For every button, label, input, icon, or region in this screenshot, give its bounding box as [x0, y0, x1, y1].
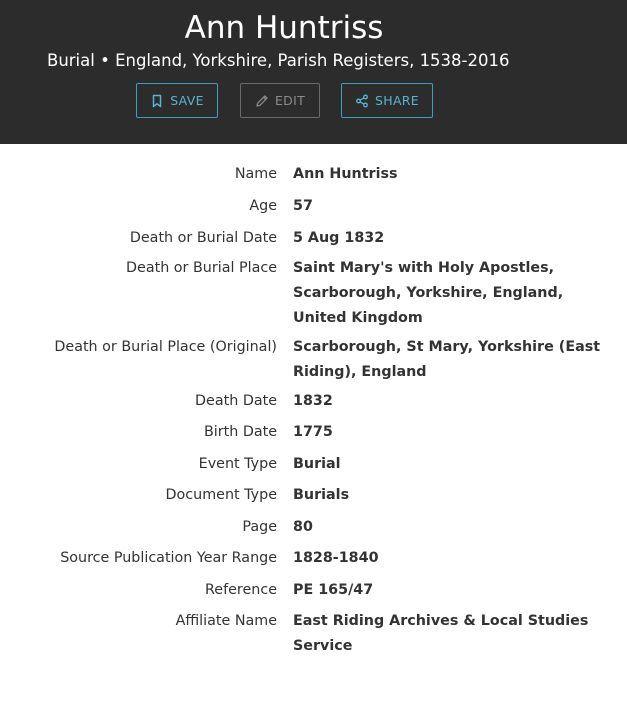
field-value: Ann Huntriss [293, 166, 398, 182]
share-button[interactable] [341, 83, 433, 118]
field-label: Death or Burial Place [126, 260, 277, 276]
field-label: Reference [205, 582, 277, 598]
edit-label: EDIT [274, 93, 306, 108]
pencil-icon [255, 94, 269, 108]
field-value: Scarborough, St Mary, Yorkshire (East Riding), England [293, 339, 601, 380]
field-value: 1832 [293, 393, 333, 409]
field-value: 1775 [293, 424, 333, 440]
field-label: Death or Burial Date [129, 230, 277, 246]
edit-button[interactable] [240, 83, 320, 118]
field-label: Death Date [195, 393, 277, 409]
field-value: 80 [293, 519, 313, 535]
field-label: Affiliate Name [175, 613, 277, 629]
field-value: Saint Mary's with Holy Apostles, Scarborough, Yorkshire, England, United Kingdom [293, 260, 564, 326]
field-value: Burials [293, 487, 350, 503]
field-value: 57 [293, 198, 313, 214]
field-value: PE 165/47 [293, 582, 374, 598]
field-label: Age [249, 198, 277, 214]
field-value: 1828-1840 [293, 550, 379, 566]
record-subtitle: Burial • England, Yorkshire, Parish Registers, 1538-2016 [47, 51, 510, 70]
field-label: Death or Burial Place (Original) [54, 339, 277, 355]
field-value: East Riding Archives & Local Studies Service [293, 613, 589, 654]
bookmark-icon [150, 94, 164, 108]
save-button[interactable] [136, 83, 218, 118]
field-label: Document Type [165, 487, 277, 503]
record-header [0, 0, 627, 144]
field-label: Birth Date [203, 424, 277, 440]
save-label: SAVE [170, 93, 204, 108]
field-value: Burial [293, 456, 341, 472]
record-title: Ann Huntriss [184, 10, 384, 46]
field-value: 5 Aug 1832 [293, 230, 385, 246]
field-label: Source Publication Year Range [60, 550, 277, 566]
field-label: Event Type [198, 456, 277, 472]
share-label: SHARE [375, 93, 419, 108]
field-label: Name [234, 166, 277, 182]
share-icon [355, 94, 369, 108]
field-label: Page [242, 519, 277, 535]
